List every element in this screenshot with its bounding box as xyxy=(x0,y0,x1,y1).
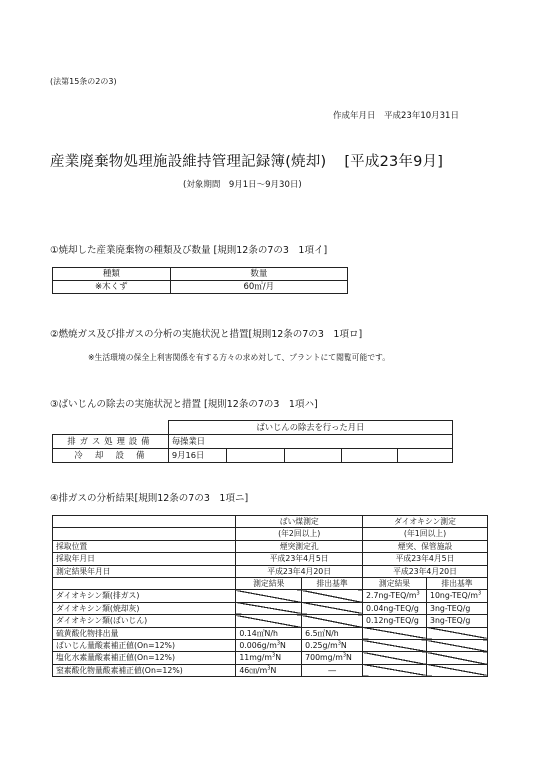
section2-note: ※生活環境の保全上利害関係を有する方々の求め対して、プラントにて閲覧可能です。 xyxy=(88,353,391,362)
dioxin-header: ダイオキシン測定 xyxy=(363,516,488,528)
dust-result: $46㎝/m^3N$ xyxy=(236,664,302,676)
col-standard: 排出基準 xyxy=(302,578,363,590)
dioxin-frequency: (年1回以上) xyxy=(363,528,488,540)
dioxin-sampling-date: 平成23年4月5日 xyxy=(363,553,488,565)
waste-quantity-cell: 60㎥/月 xyxy=(170,281,347,294)
dioxin-standard: 3ng-TEQ/g xyxy=(427,615,488,627)
dust-standard: $0.25g/m^3N$ xyxy=(302,640,363,652)
creation-date: 作成年月日 平成23年10月31日 xyxy=(333,111,459,121)
row-label: ダイオキシン類(排ガス) xyxy=(53,590,236,602)
result-date-label: 測定結果年月日 xyxy=(53,565,236,577)
row-label: ばいじん量酸素補正値(On=12%) xyxy=(53,640,236,652)
section1-heading: ①焼却した産業廃棄物の種類及び数量 [規則12条の7の3 1項イ] xyxy=(50,245,328,256)
sampling-location-label: 採取位置 xyxy=(53,540,236,552)
col-result: 測定結果 xyxy=(236,578,302,590)
dioxin-standard: $10ng-TEQ/m^3$ xyxy=(427,590,488,602)
waste-type-cell: ※木くず xyxy=(53,281,171,294)
table-row xyxy=(53,615,488,627)
table-row xyxy=(53,449,453,463)
law-reference: (法第15条の2の3) xyxy=(50,77,117,86)
table-row xyxy=(53,652,488,664)
row-label: 窒素酸化物量酸素補正値(On=12%) xyxy=(53,664,236,676)
section3-heading: ③ばいじんの除去の実施状況と措置 [規則12条の7の3 1項ハ] xyxy=(50,399,318,410)
dust-result: 0.14㎥N/h xyxy=(236,627,302,639)
dioxin-result-date: 平成23年4月20日 xyxy=(363,565,488,577)
row-label: ダイオキシン類(焼却灰) xyxy=(53,602,236,614)
target-period: (対象期間 9月1日～9月30日) xyxy=(183,180,302,190)
table-row xyxy=(53,640,488,652)
header-type: 種類 xyxy=(53,268,171,281)
title-main: 産業廃棄物処理施設維持管理記録簿(焼却) xyxy=(50,154,327,170)
dioxin-result: 0.04ng-TEQ/g xyxy=(363,602,427,614)
dust-frequency: (年2回以上) xyxy=(236,528,363,540)
dust-standard: $700mg/m^3N$ xyxy=(302,652,363,664)
row-label: 冷 却 設 備 xyxy=(53,449,169,463)
dust-removal-table xyxy=(52,420,453,463)
sampling-date-label: 採取年月日 xyxy=(53,553,236,565)
dioxin-result: 0.12ng-TEQ/g xyxy=(363,615,427,627)
dust-result-date: 平成23年4月20日 xyxy=(236,565,363,577)
row-label: 排ガス処理設備 xyxy=(53,435,169,449)
row-value: 9月16日 xyxy=(168,449,226,463)
dust-standard: 6.5㎥N/h xyxy=(302,627,363,639)
waste-type-table xyxy=(52,267,348,294)
page-title xyxy=(50,150,443,171)
row-label: 硫黄酸化物排出量 xyxy=(53,627,236,639)
section4-heading: ④排ガスの分析結果[規則12条の7の3 1項ニ] xyxy=(50,493,249,504)
col-standard: 排出基準 xyxy=(427,578,488,590)
dioxin-standard: 3ng-TEQ/g xyxy=(427,602,488,614)
header-quantity: 数量 xyxy=(170,268,347,281)
exhaust-analysis-table xyxy=(52,515,488,677)
dust-standard: ― xyxy=(302,664,363,676)
section2-heading: ②燃焼ガス及び排ガスの分析の実施状況と措置[規則12条の7の3 1項ロ] xyxy=(50,329,363,340)
dust-sampling-location: 煙突測定孔 xyxy=(236,540,363,552)
dust-removal-header: ばいじんの除去を行った月日 xyxy=(168,421,452,435)
table-row xyxy=(53,664,488,676)
dioxin-sampling-location: 煙突、保管施設 xyxy=(363,540,488,552)
row-value: 毎操業日 xyxy=(168,435,452,449)
table-row xyxy=(53,602,488,614)
dust-result: $11mg/m^3N$ xyxy=(236,652,302,664)
dioxin-result: $2.7ng-TEQ/m^3$ xyxy=(363,590,427,602)
table-row xyxy=(53,627,488,639)
dust-result: $0.006g/m^3N$ xyxy=(236,640,302,652)
row-label: 塩化水素量酸素補正値(On=12%) xyxy=(53,652,236,664)
title-month: [平成23年9月] xyxy=(344,154,444,170)
dust-header: ばい煤測定 xyxy=(236,516,363,528)
table-row xyxy=(53,435,453,449)
dust-sampling-date: 平成23年4月5日 xyxy=(236,553,363,565)
col-result: 測定結果 xyxy=(363,578,427,590)
table-row xyxy=(53,590,488,602)
row-label: ダイオキシン類(ばいじん) xyxy=(53,615,236,627)
